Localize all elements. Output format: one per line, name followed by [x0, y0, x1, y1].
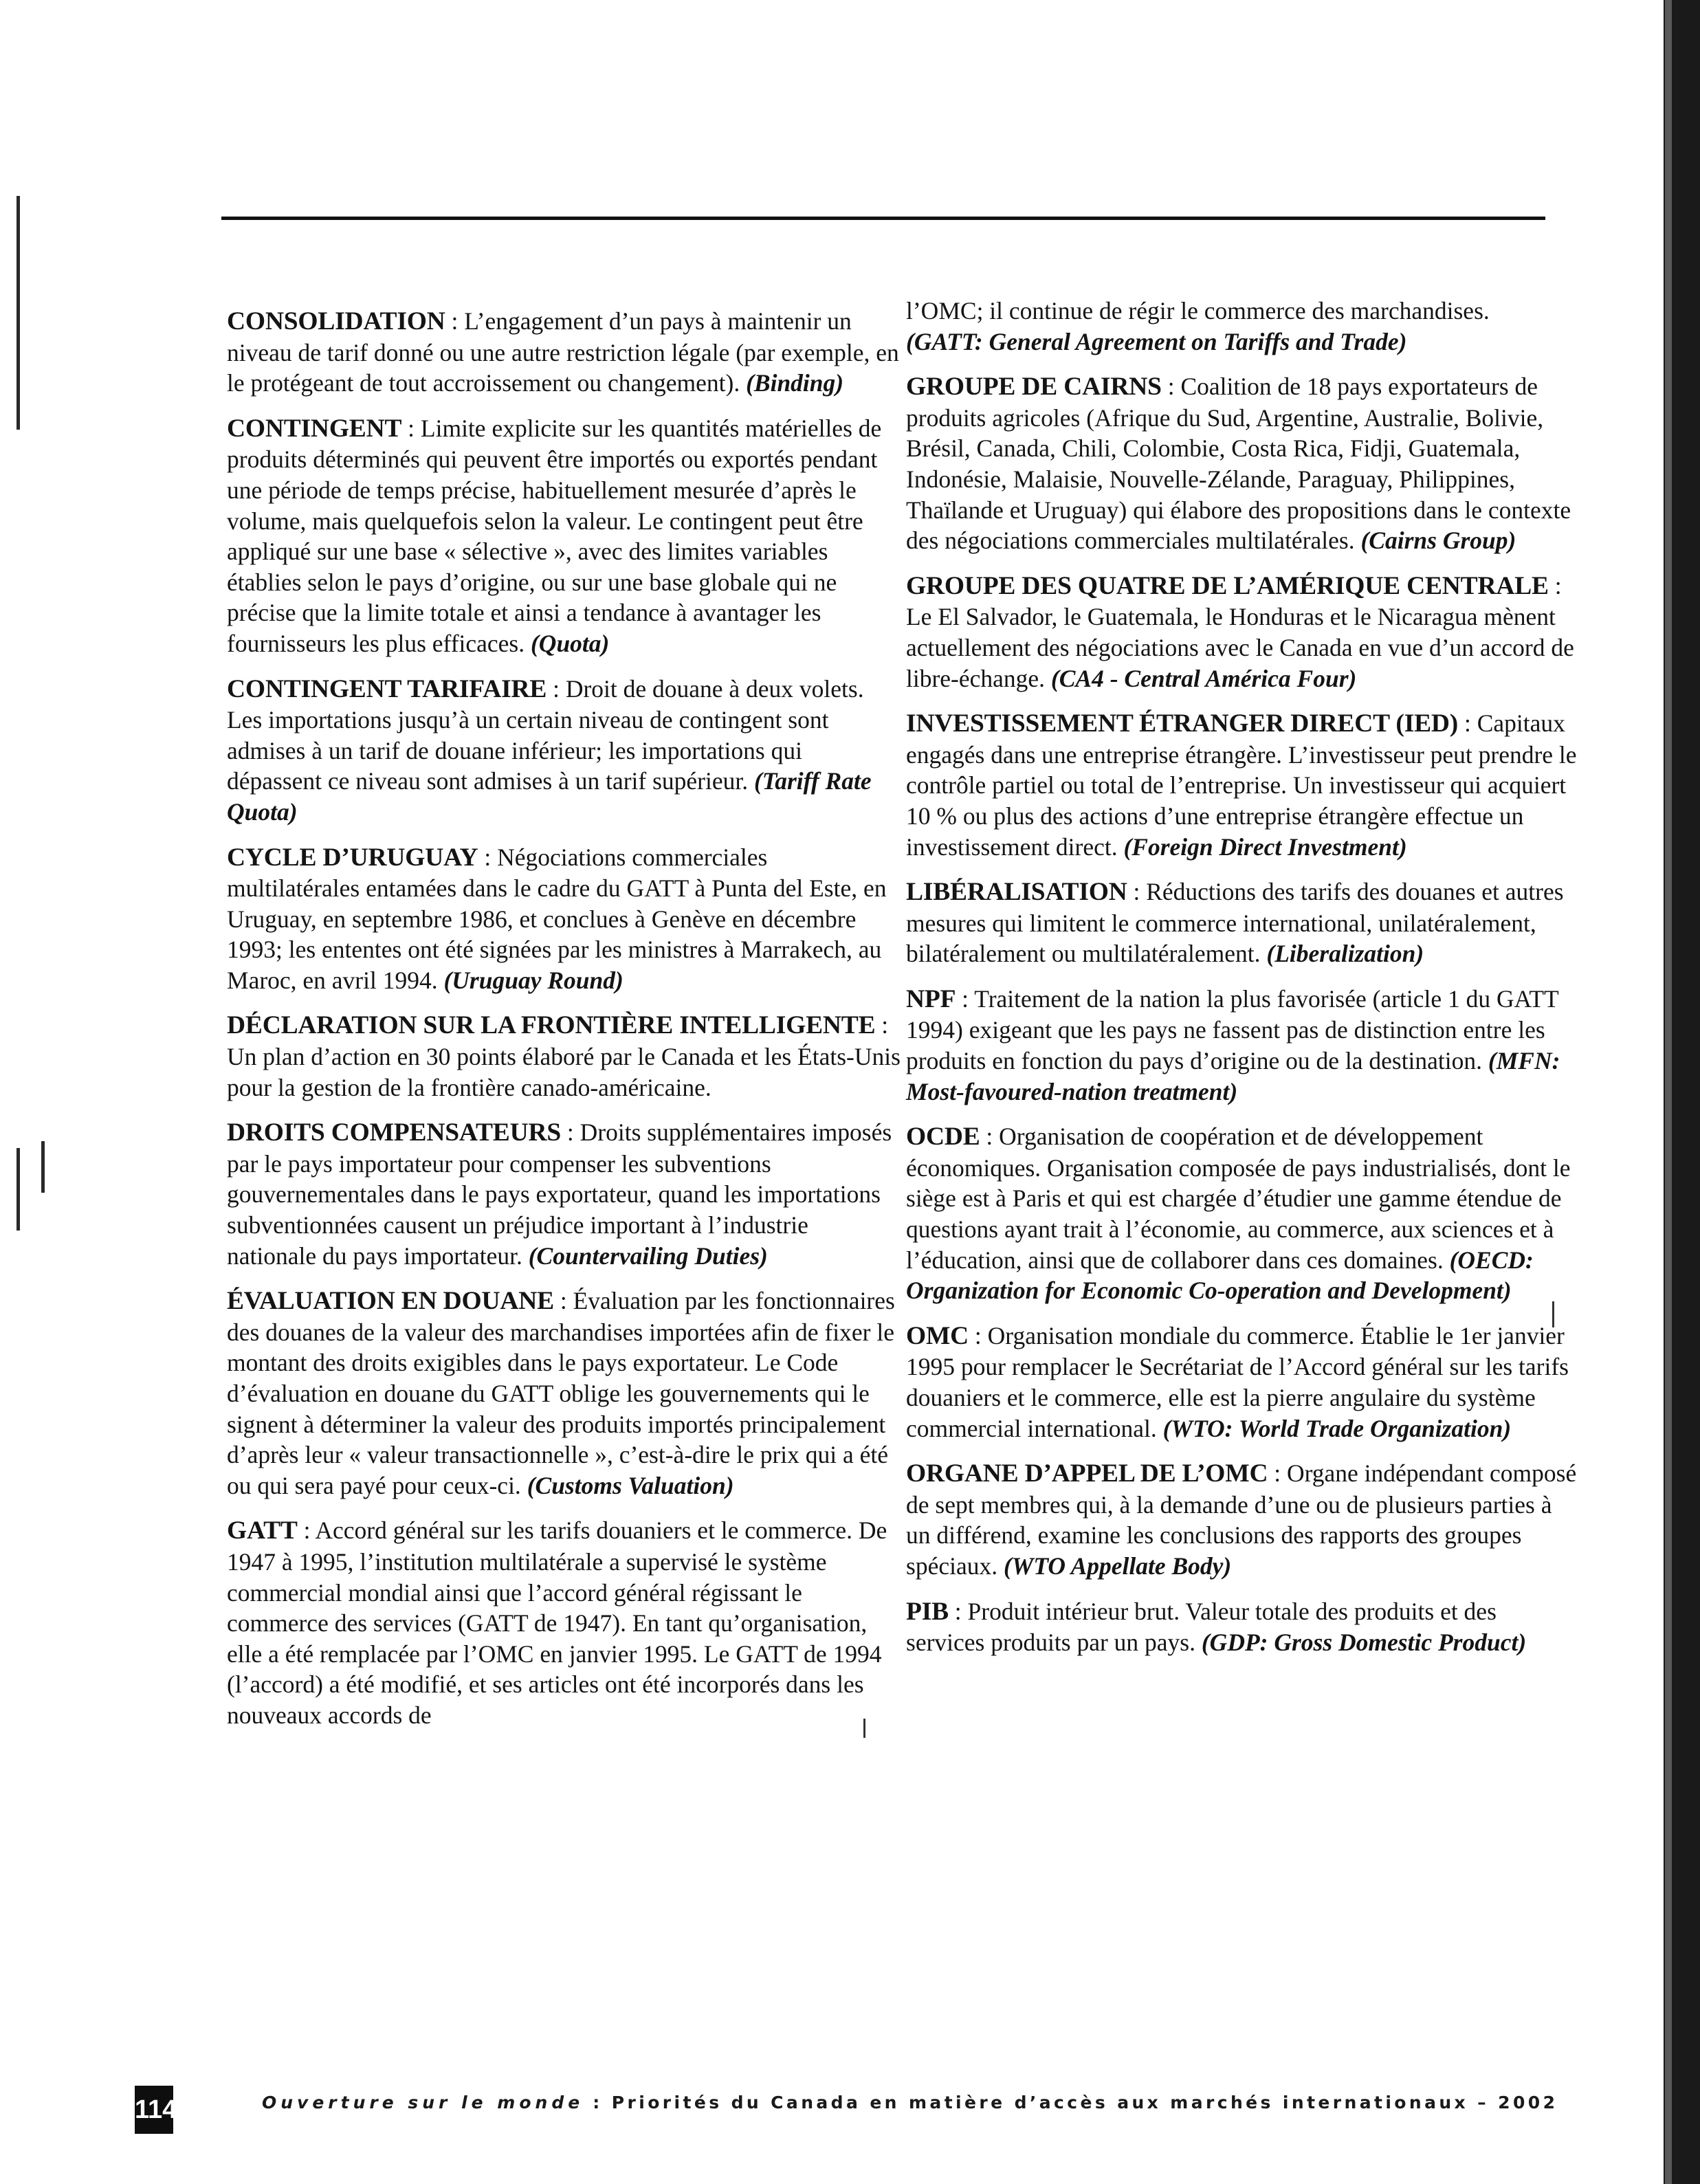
entry-separator: :: [1127, 878, 1147, 906]
running-title-italic: Ouverture sur le monde: [262, 2093, 584, 2113]
glossary-entry: [227, 674, 901, 828]
entry-separator: :: [948, 1597, 968, 1625]
entry-definition: Un plan d’action en 30 points élaboré par le Canada et les États-Unis pour la gestion de la frontière canado-américaine.: [227, 1043, 901, 1101]
entry-term: OCDE: [906, 1123, 980, 1151]
entry-english-term: (Customs Valuation): [527, 1471, 734, 1499]
entry-english-term: (OECD: Organization for Economic Co-operation and Development): [906, 1246, 1534, 1305]
scan-edge: [1664, 0, 1700, 2184]
entry-english-term: (Tariff Rate Quota): [227, 767, 872, 826]
entry-separator: :: [547, 674, 566, 703]
entry-term: CONTINGENT: [227, 414, 402, 443]
entry-definition: l’OMC; il continue de régir le commerce des marchandises.: [906, 297, 1490, 324]
entry-english-term: (GDP: Gross Domestic Product): [1201, 1629, 1527, 1657]
entry-term: DROITS COMPENSATEURS: [227, 1118, 562, 1147]
glossary-entry-continuation: [906, 296, 1580, 357]
entry-term: CYCLE D’URUGUAY: [227, 843, 478, 872]
entry-english-term: (WTO Appellate Body): [1003, 1552, 1232, 1580]
entry-separator: :: [401, 414, 421, 442]
margin-mark: [16, 196, 20, 430]
entry-separator: :: [980, 1123, 1000, 1151]
entry-definition: Le El Salvador, le Guatemala, le Honduras et le Nicaragua mènent actuellement des négociations avec le Canada en vue d’un accord de libre-échange.: [906, 603, 1574, 692]
glossary-entry: [227, 842, 901, 996]
entry-separator: :: [1161, 373, 1181, 401]
entry-separator: :: [875, 1011, 889, 1039]
entry-definition: Organisation de coopération et de développement économiques. Organisation composée de pays industrialisés, dont le siège est à Paris et qui est chargée d’étudier une gamme étendue de questions ayant trait à l’économie, au commerce, aux sciences et à l’éducation, ainsi que de collaborer dans ces domaines.: [906, 1123, 1571, 1274]
glossary-entry: [906, 1596, 1580, 1658]
glossary-entry: [906, 1321, 1580, 1444]
entry-term: LIBÉRALISATION: [906, 878, 1127, 907]
glossary-entry: [906, 984, 1580, 1107]
glossary-entry: [906, 571, 1580, 694]
running-title: [262, 2093, 1558, 2113]
entry-definition: Organe indépendant composé de sept membres qui, à la demande d’une ou de plusieurs parties à un différend, examine les conclusions des rapports des groupes spéciaux.: [906, 1459, 1577, 1580]
glossary-column-right: [906, 296, 1580, 1673]
glossary-entry: [227, 1010, 901, 1103]
entry-definition: Traitement de la nation la plus favorisée (article 1 du GATT 1994) exigeant que les pays ne fassent pas de distinction entre les produits en fonction du pays d’origine ou de la destination.: [906, 984, 1559, 1075]
entry-separator: :: [297, 1516, 316, 1545]
entry-definition: Droit de douane à deux volets. Les importations jusqu’à un certain niveau de contingent sont admises à un tarif de douane inférieur; les importations qui dépassent ce niveau sont admises à un tarif supérieur.: [227, 674, 864, 795]
page-footer: [135, 2077, 1647, 2132]
entry-definition: Limite explicite sur les quantités matérielles de produits déterminés qui peuvent être importés ou exportés pendant une période de temps précise, habituellement mesurée d’après le volume, mais quelquefois selon la valeur. Le contingent peut être appliqué sur une base « sélective », avec des limites variables établies selon le pays d’origine, ou sur une base globale qui ne précise que la limite totale et ainsi a tendance à avantager les fournisseurs les plus efficaces.: [227, 414, 882, 657]
entry-separator: :: [1548, 571, 1562, 599]
entry-separator: :: [956, 984, 975, 1013]
header-rule: [221, 217, 1545, 220]
glossary-entry: [906, 1458, 1580, 1581]
glossary-entry: [227, 1515, 901, 1730]
entry-term: GROUPE DES QUATRE DE L’AMÉRIQUE CENTRALE: [906, 571, 1549, 600]
entry-term: DÉCLARATION SUR LA FRONTIÈRE INTELLIGENTE: [227, 1011, 876, 1040]
entry-term: OMC: [906, 1321, 969, 1350]
entry-term: ORGANE D’APPEL DE L’OMC: [906, 1459, 1268, 1488]
entry-english-term: (GATT: General Agreement on Tariffs and Trade): [906, 327, 1407, 355]
entry-separator: :: [1458, 709, 1477, 738]
entry-definition: Accord général sur les tarifs douaniers et le commerce. De 1947 à 1995, l’institution multilatérale a supervisé le système commercial mondial ainsi que l’accord général régissant le commerce des services (GATT de 1947). En tant qu’organisation, elle a été remplacée par l’OMC en janvier 1995. Le GATT de 1994 (l’accord) a été modifié, et ses articles ont été incorporés dans les nouveaux accords de: [227, 1516, 887, 1729]
entry-english-term: (Quota): [530, 629, 610, 657]
entry-definition: Évaluation par les fonctionnaires des douanes de la valeur des marchandises importées afin de fixer le montant des droits exigibles dans le pays exportateur. Le Code d’évaluation en douane du GATT oblige les gouvernements qui le signent à déterminer la valeur des produits importés principalement d’après leur « valeur transactionnelle », c’est-à-dire le prix qui a été ou qui sera payé pour ceux-ci.: [227, 1287, 895, 1499]
entry-definition: Organisation mondiale du commerce. Établie le 1er janvier 1995 pour remplacer le Secrétariat de l’Accord général sur les tarifs douaniers et le commerce, elle est la pierre angulaire du système commercial international.: [906, 1321, 1569, 1442]
entry-separator: :: [478, 843, 498, 871]
glossary-entry: [227, 306, 901, 399]
entry-term: ÉVALUATION EN DOUANE: [227, 1287, 554, 1316]
entry-english-term: (CA4 - Central América Four): [1050, 664, 1357, 692]
entry-english-term: (Binding): [746, 369, 844, 397]
entry-english-term: (WTO: World Trade Organization): [1162, 1414, 1512, 1442]
entry-english-term: (Uruguay Round): [443, 966, 623, 994]
margin-mark: [41, 1141, 45, 1193]
glossary-entry: [906, 708, 1580, 862]
glossary-entries-right: [906, 371, 1580, 1658]
entry-separator: :: [553, 1287, 573, 1315]
glossary-entry: [906, 371, 1580, 556]
entry-separator: :: [1268, 1459, 1287, 1488]
glossary-entry: [227, 413, 901, 659]
entry-english-term: (Foreign Direct Investment): [1123, 832, 1407, 861]
entry-term: GATT: [227, 1516, 298, 1545]
entry-separator: :: [445, 307, 465, 335]
entry-definition: Capitaux engagés dans une entreprise étrangère. L’investisseur peut prendre le contrôle partiel ou total de l’entreprise. Un investisseur qui acquiert 10 % ou plus des actions d’une entreprise étrangère effectue un investissement direct.: [906, 709, 1577, 861]
page-number: 114: [135, 2086, 173, 2134]
entry-english-term: (Countervailing Duties): [528, 1242, 768, 1270]
entry-definition: Droits supplémentaires imposés par le pays importateur pour compenser les subventions gouvernementales dans le pays exportateur, quand les importations subventionnées causent un préjudice important à l’industrie nationale du pays importateur.: [227, 1118, 892, 1270]
entry-definition: Réductions des tarifs des douanes et autres mesures qui limitent le commerce international, unilatéralement, bilatéralement ou multilatéralement.: [906, 878, 1564, 968]
glossary-column-left: [227, 306, 901, 1745]
running-title-rest: : Priorités du Canada en matière d’accès aux marchés internationaux – 2002: [584, 2093, 1558, 2113]
entry-definition: Produit intérieur brut. Valeur totale des produits et des services produits par un pays.: [906, 1597, 1497, 1657]
margin-mark: [16, 1148, 20, 1231]
entry-english-term: (MFN: Most-favoured-nation treatment): [906, 1047, 1560, 1105]
entry-definition: L’engagement d’un pays à maintenir un niveau de tarif donné ou une autre restriction légale (par exemple, en le protégeant de tout accroissement ou changement).: [227, 307, 899, 397]
glossary-entry: [227, 1117, 901, 1271]
entry-english-term: (Liberalization): [1266, 940, 1424, 968]
glossary-entry: [906, 1121, 1580, 1306]
entry-term: GROUPE DE CAIRNS: [906, 373, 1162, 401]
entry-definition: Négociations commerciales multilatérales entamées dans le cadre du GATT à Punta del Este, en Uruguay, en septembre 1986, et conclues à Genève en décembre 1993; les ententes ont été signées par les ministres à Marrakech, au Maroc, en avril 1994.: [227, 843, 887, 994]
entry-english-term: (Cairns Group): [1360, 527, 1516, 555]
entry-separator: :: [969, 1321, 988, 1349]
entry-term: INVESTISSEMENT ÉTRANGER DIRECT (IED): [906, 709, 1459, 738]
entry-term: CONTINGENT TARIFAIRE: [227, 674, 547, 703]
entry-term: CONSOLIDATION: [227, 307, 445, 335]
glossary-entry: [227, 1286, 901, 1501]
entry-term: NPF: [906, 984, 956, 1013]
entry-separator: :: [561, 1118, 580, 1147]
entry-term: PIB: [906, 1597, 949, 1626]
entry-definition: Coalition de 18 pays exportateurs de produits agricoles (Afrique du Sud, Argentine, Australie, Bolivie, Brésil, Canada, Chili, Colombie, Costa Rica, Fidji, Guatemala, Indonésie, Malaisie, Nouvelle-Zélande, Paraguay, Philippines, Thaïlande et Uruguay) qui élabore des propositions dans le contexte des négociations commerciales multilatérales.: [906, 373, 1571, 555]
glossary-entry: [906, 876, 1580, 969]
